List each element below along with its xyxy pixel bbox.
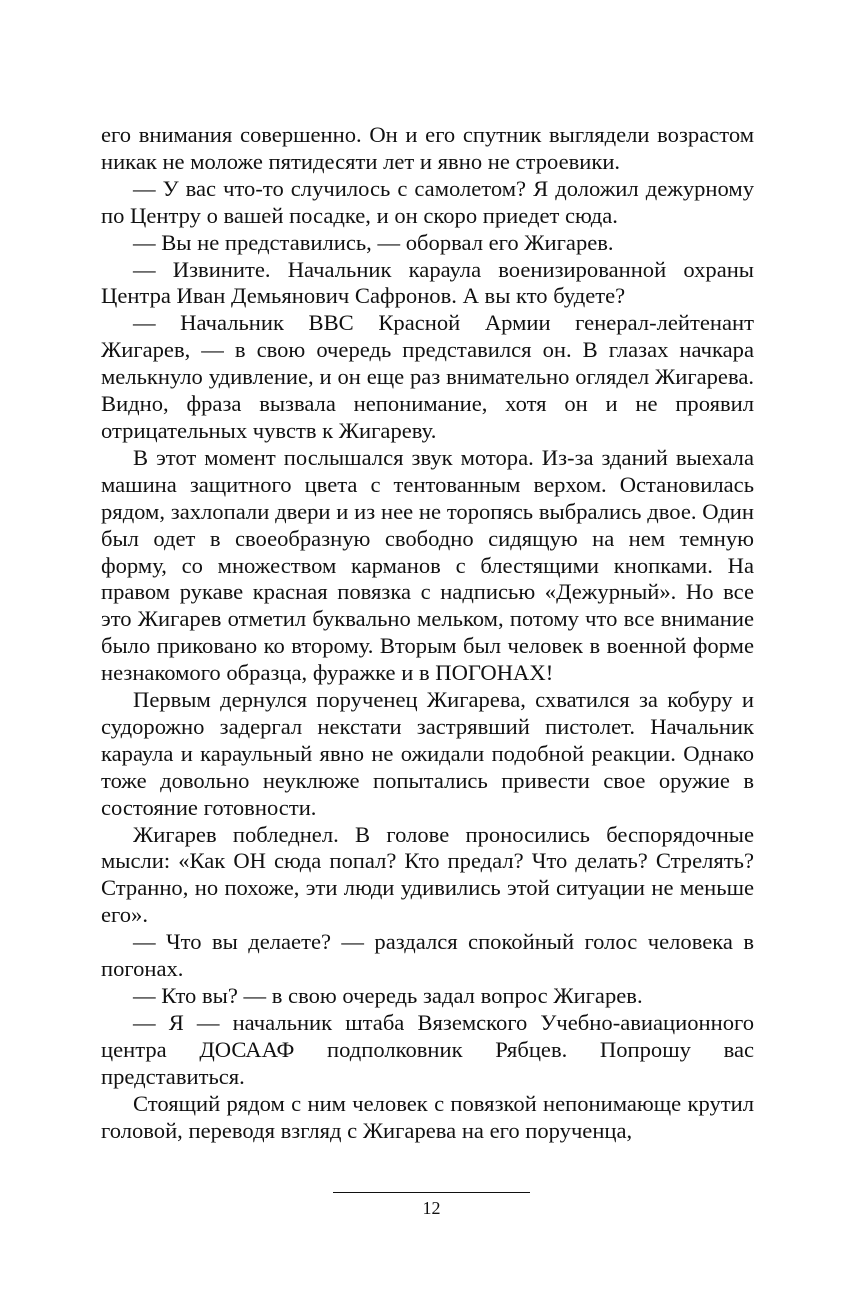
paragraph-8: Жигарев побледнел. В голове проносились беспорядочные мысли: «Как ОН сюда попал? Кто предал? Что делать? Стрелять? Странно, но похоже, эти люди удивились этой ситуации не меньше его». [101, 821, 754, 928]
body-text [101, 122, 754, 1144]
paragraph-7: Первым дернулся порученец Жигарева, схватился за кобуру и судорожно задергал некстати застрявший пистолет. Начальник караула и караульный явно не ожидали подобной реакции. Однако тоже довольно неуклюже попытались привести свое оружие в состояние готовности. [101, 687, 754, 820]
paragraph-10: — Кто вы? — в свою очередь задал вопрос Жигарев. [133, 983, 643, 1008]
page-number: 12 [422, 1198, 441, 1218]
paragraph-6: В этот момент послышался звук мотора. Из-за зданий выехала машина защитного цвета с тентованным верхом. Остановилась рядом, захлопали двери и из нее не торопясь выбрались двое. Один был одет в своеобразную свободно сидящую на нем темную форму, со множеством карманов с блестящими кнопками. На правом рукаве красная повязка с надписью «Дежурный». Но все это Жигарев отметил буквально мельком, потому что все внимание было приковано ко второму. Вторым был человек в военной форме незнакомого образца, фуражке и в ПОГОНАХ! [101, 444, 754, 686]
paragraph-11: — Я — начальник штаба Вяземского Учебно-авиационного центра ДОСААФ подполковник Рябцев. Попрошу вас представиться. [101, 1009, 754, 1089]
paragraph-5: — Начальник ВВС Красной Армии генерал-лейтенант Жигарев, — в свою очередь представился он. В глазах начкара мелькнуло удивление, и он еще раз внимательно оглядел Жигарева. Видно, фраза вызвала непонимание, хотя он и не проявил отрицательных чувств к Жигареву. [101, 310, 754, 443]
footer-divider [333, 1192, 530, 1193]
paragraph-2: — У вас что-то случилось с самолетом? Я доложил дежурному по Центру о вашей посадке, и он скоро приедет сюда. [101, 175, 754, 228]
paragraph-4: — Извините. Начальник караула военизированной охраны Центра Иван Демьянович Сафронов. А вы кто будете? [101, 256, 754, 309]
paragraph-1: его внимания совершенно. Он и его спутник выглядели возрастом никак не моложе пятидесяти лет и явно не строевики. [101, 122, 754, 174]
paragraph-3: — Вы не представились, — оборвал его Жигарев. [133, 229, 614, 255]
paragraph-12: Стоящий рядом с ним человек с повязкой непонимающе крутил головой, переводя взгляд с Жигарева на его порученца, [101, 1090, 754, 1143]
paragraph-9: — Что вы делаете? — раздался спокойный голос человека в погонах. [101, 929, 754, 982]
